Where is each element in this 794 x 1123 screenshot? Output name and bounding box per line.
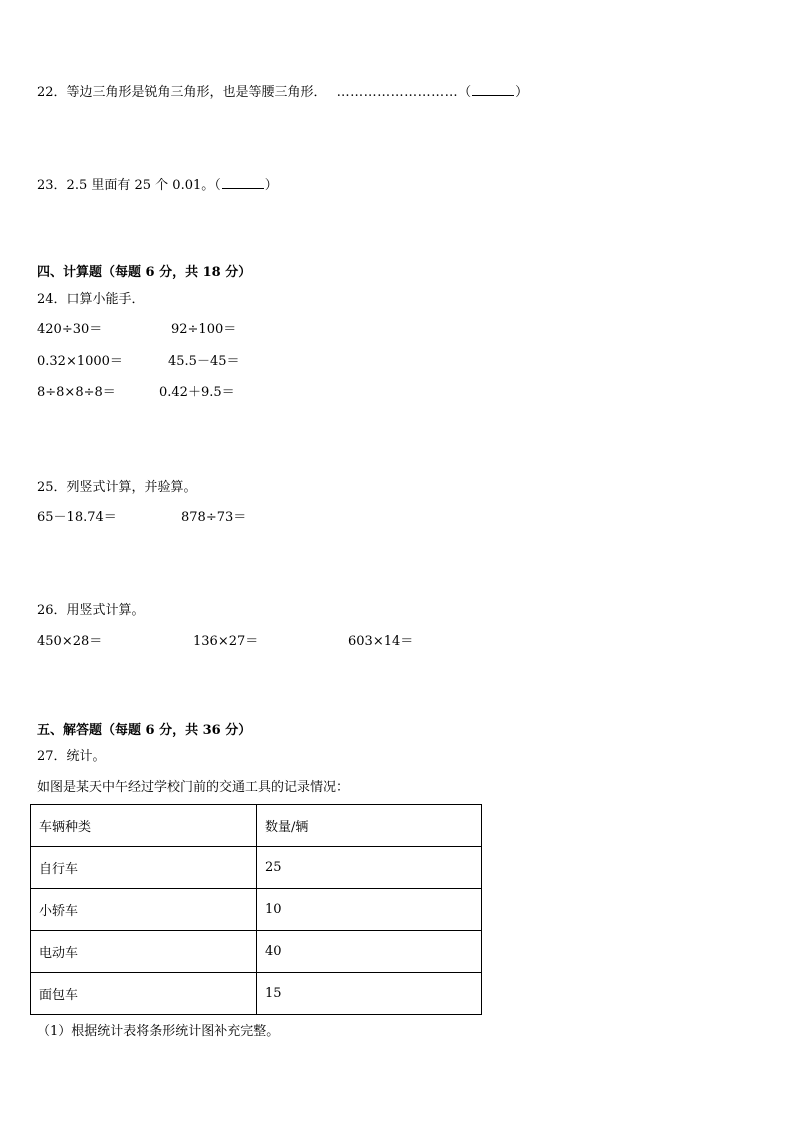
question-text: 2.5 里面有 25 个 0.01。 bbox=[66, 178, 215, 193]
calc-item: 603×14＝ bbox=[348, 634, 414, 649]
question-number: 26． bbox=[37, 603, 67, 618]
question-22 bbox=[37, 83, 528, 102]
table-header-cell: 车辆种类 bbox=[31, 805, 257, 847]
table-row bbox=[31, 973, 482, 1015]
calc-item: 8÷8×8÷8＝ bbox=[37, 385, 116, 400]
calc-item: 45.5－45＝ bbox=[168, 354, 240, 369]
calc-item: 878÷73＝ bbox=[181, 510, 247, 525]
leader-dots: ……………………… bbox=[336, 85, 459, 100]
question-number: 25． bbox=[37, 480, 67, 495]
calc-item: 92÷100＝ bbox=[171, 322, 237, 337]
traffic-stats-table bbox=[30, 804, 482, 1015]
question-text: 列竖式计算，并验算。 bbox=[66, 480, 197, 495]
question-26 bbox=[37, 602, 145, 620]
bracket-open: （ bbox=[214, 178, 221, 193]
question-text: 用竖式计算。 bbox=[66, 603, 145, 618]
question-27-sub-1: （1）根据统计表将条形统计图补充完整。 bbox=[37, 1024, 280, 1039]
question-text: 等边三角形是锐角三角形，也是等腰三角形． bbox=[66, 85, 327, 100]
question-25 bbox=[37, 479, 197, 497]
vehicle-count-cell: 10 bbox=[257, 889, 482, 931]
vehicle-type-cell: 自行车 bbox=[31, 847, 257, 889]
question-27 bbox=[37, 748, 106, 766]
bracket-close: ） bbox=[264, 178, 278, 193]
question-23 bbox=[37, 176, 278, 195]
section-4-title: 四、计算题（每题 6 分，共 18 分） bbox=[37, 265, 252, 280]
vehicle-count-cell: 40 bbox=[257, 931, 482, 973]
bracket-close: ） bbox=[515, 85, 529, 100]
table-header-cell: 数量/辆 bbox=[257, 805, 482, 847]
calc-item: 0.42＋9.5＝ bbox=[159, 385, 235, 400]
calc-item: 0.32×1000＝ bbox=[37, 354, 123, 369]
table-row bbox=[31, 889, 482, 931]
calc-item: 65－18.74＝ bbox=[37, 510, 117, 525]
vehicle-type-cell: 面包车 bbox=[31, 973, 257, 1015]
bracket-open: （ bbox=[458, 85, 472, 100]
question-24 bbox=[37, 291, 145, 309]
vehicle-count-cell: 15 bbox=[257, 973, 482, 1015]
question-text: 统计。 bbox=[66, 749, 106, 764]
section-5-title: 五、解答题（每题 6 分，共 36 分） bbox=[37, 723, 252, 738]
table-header-row bbox=[31, 805, 482, 847]
calc-item: 136×27＝ bbox=[193, 634, 259, 649]
vehicle-type-cell: 电动车 bbox=[31, 931, 257, 973]
answer-blank[interactable] bbox=[472, 83, 514, 96]
question-number: 27． bbox=[37, 749, 67, 764]
answer-blank[interactable] bbox=[222, 176, 264, 189]
question-number: 24． bbox=[37, 292, 67, 307]
table-row bbox=[31, 931, 482, 973]
question-text: 口算小能手． bbox=[66, 292, 145, 307]
vehicle-type-cell: 小轿车 bbox=[31, 889, 257, 931]
calc-item: 450×28＝ bbox=[37, 634, 103, 649]
question-number: 22． bbox=[37, 85, 67, 100]
question-number: 23． bbox=[37, 178, 67, 193]
calc-item: 420÷30＝ bbox=[37, 322, 103, 337]
vehicle-count-cell: 25 bbox=[257, 847, 482, 889]
table-row bbox=[31, 847, 482, 889]
question-27-intro: 如图是某天中午经过学校门前的交通工具的记录情况： bbox=[37, 780, 350, 795]
